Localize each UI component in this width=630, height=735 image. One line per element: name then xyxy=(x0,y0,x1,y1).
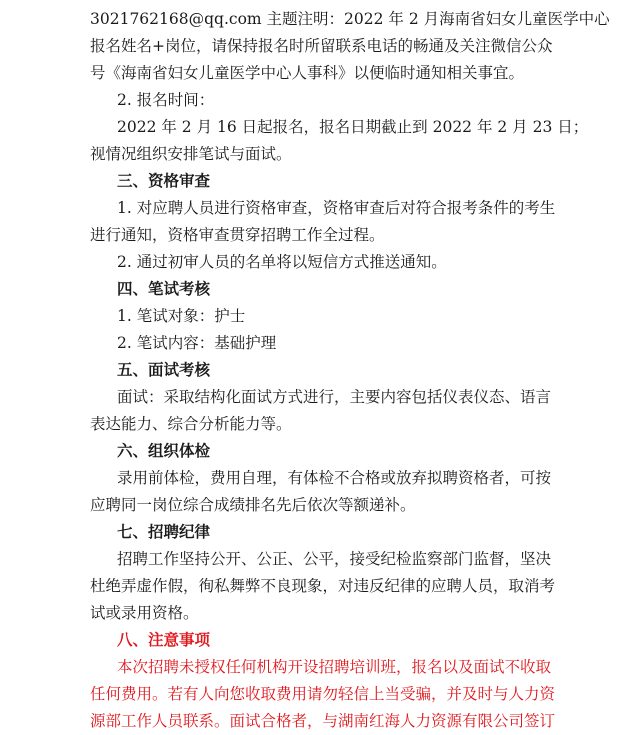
text-line: 视情况组织安排笔试与面试。 xyxy=(90,145,292,163)
text-line: 2. 通过初审人员的名单将以短信方式推送通知。 xyxy=(117,253,447,271)
text-line: 3021762168@qq.com 主题注明：2022 年 2 月海南省妇女儿童医学中心 xyxy=(90,10,610,28)
text-line: 2. 笔试内容：基础护理 xyxy=(117,334,277,352)
notice-text-line: 源部工作人员联系。面试合格者，与湖南红海人力资源有限公司签订 xyxy=(90,712,556,730)
section-heading-recruitment-discipline: 七、招聘纪律 xyxy=(117,523,211,541)
text-line: 表达能力、综合分析能力等。 xyxy=(90,415,292,433)
notice-text-line: 任何费用。若有人向您收取费用请勿轻信上当受骗，并及时与人力资 xyxy=(90,685,556,703)
text-line: 招聘工作坚持公开、公正、公平，接受纪检监察部门监督，坚决 xyxy=(117,550,552,568)
text-line: 报名姓名+岗位，请保持报名时所留联系电话的畅通及关注微信公众 xyxy=(90,37,553,55)
section-heading-interview: 五、面试考核 xyxy=(117,361,211,379)
section-heading-notice: 八、注意事项 xyxy=(117,631,211,649)
text-line: 1. 对应聘人员进行资格审查，资格审查后对符合报考条件的考生 xyxy=(117,199,556,217)
text-line: 进行通知，资格审查贯穿招聘工作全过程。 xyxy=(90,226,385,244)
text-line: 2022 年 2 月 16 日起报名，报名日期截止到 2022 年 2 月 23 日； xyxy=(117,118,589,136)
text-line: 1. 笔试对象：护士 xyxy=(117,307,246,325)
text-line: 试或录用资格。 xyxy=(90,604,199,622)
section-heading-medical-exam: 六、组织体检 xyxy=(117,442,211,460)
section-heading-qualification: 三、资格审查 xyxy=(117,172,211,190)
text-line: 应聘同一岗位综合成绩排名先后依次等额递补。 xyxy=(90,496,416,514)
text-line: 面试：采取结构化面试方式进行，主要内容包括仪表仪态、语言 xyxy=(117,388,552,406)
notice-text-line: 本次招聘未授权任何机构开设招聘培训班，报名以及面试不收取 xyxy=(117,658,552,676)
text-line: 杜绝弄虚作假，徇私舞弊不良现象，对违反纪律的应聘人员，取消考 xyxy=(90,577,556,595)
text-line: 号《海南省妇女儿童医学中心人事科》以便临时通知相关事宜。 xyxy=(90,64,525,82)
text-line: 2. 报名时间： xyxy=(117,91,215,109)
section-heading-written-exam: 四、笔试考核 xyxy=(117,280,211,298)
text-line: 录用前体检，费用自理，有体检不合格或放弃拟聘资格者，可按 xyxy=(117,469,552,487)
